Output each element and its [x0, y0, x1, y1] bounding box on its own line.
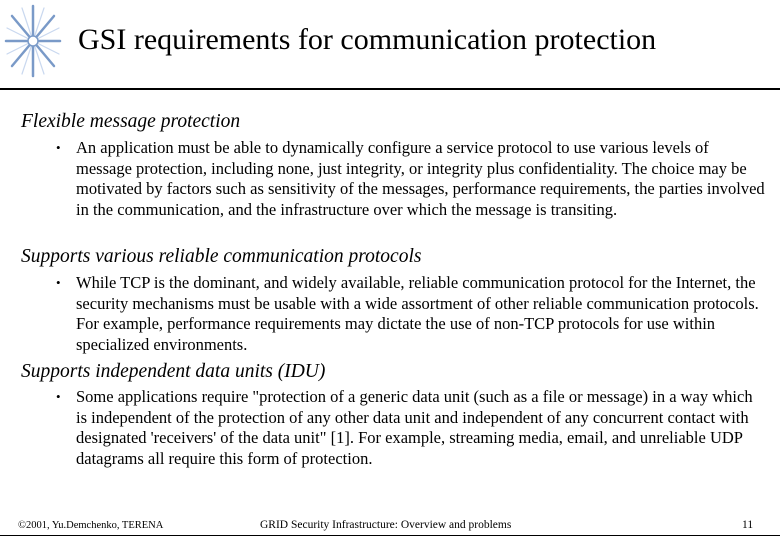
section-heading: Flexible message protection — [21, 111, 241, 132]
footer-copyright: ©2001, Yu.Demchenko, TERENA — [18, 520, 164, 531]
footer-divider — [0, 535, 780, 536]
bullet-icon: • — [56, 389, 61, 404]
bullet-icon: • — [56, 140, 61, 155]
starburst-logo-icon — [2, 2, 64, 80]
section-bullet-text: Some applications require "protection of a generic data unit (such as a file or message) in a way which is independent of the protection of any other data unit and independent of any concurrent contact with designated 'receivers' of the data unit" [1]. For example, streaming media, email, and unreliable UDP datagrams all require this form of protection. — [76, 387, 753, 469]
slide-title: GSI requirements for communication protection — [78, 23, 657, 56]
section-bullet-text: While TCP is the dominant, and widely available, reliable communication protocol for the Internet, the security mechanisms must be usable with a wide assortment of other reliable communication protocols. For example, performance requirements may dictate the use of non-TCP protocols for use within specialized environments. — [76, 273, 759, 355]
section-heading: Supports various reliable communication protocols — [21, 246, 422, 267]
section-heading: Supports independent data units (IDU) — [21, 361, 326, 382]
bullet-icon: • — [56, 275, 61, 290]
title-divider — [0, 88, 780, 90]
page-number: 11 — [742, 519, 754, 531]
footer-presentation-title: GRID Security Infrastructure: Overview and problems — [260, 519, 512, 531]
section-bullet-text: An application must be able to dynamically configure a service protocol to use various levels of message protection, including none, just integrity, or integrity plus confidentiality. The choice may be motivated by factors such as sensitivity of the messages, performance requirements, the parties involved in the communication, and the infrastructure over which the message is transiting. — [76, 138, 765, 220]
